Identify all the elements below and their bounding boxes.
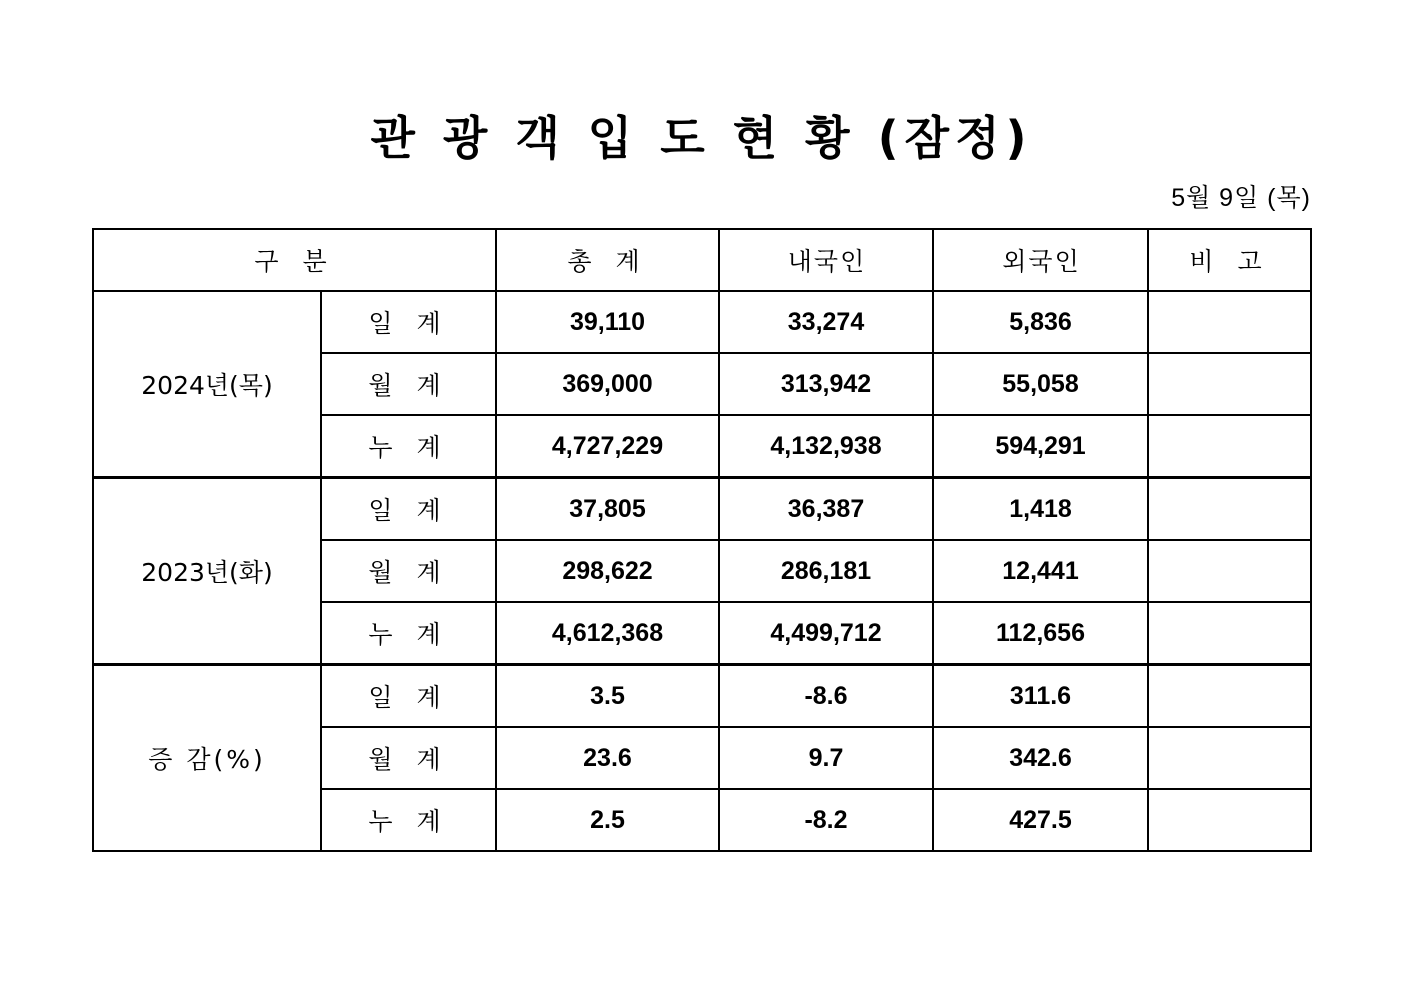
cell-total: 39,110 <box>496 291 719 353</box>
table-row <box>93 291 1311 353</box>
row-group-label-2024: 2024년(목) <box>93 291 321 478</box>
sub-label-daily: 일 계 <box>321 291 496 353</box>
page-title: 관 광 객 입 도 현 황 (잠정) <box>370 111 1033 165</box>
header-total: 총 계 <box>496 229 719 291</box>
cell-note <box>1148 291 1311 353</box>
header-foreign: 외국인 <box>933 229 1148 291</box>
tourist-arrivals-table <box>92 228 1312 852</box>
cell-total: 2.5 <box>496 789 719 851</box>
table-row <box>93 665 1311 728</box>
cell-total: 37,805 <box>496 478 719 541</box>
cell-total: 23.6 <box>496 727 719 789</box>
row-group-label-change: 증 감(%) <box>93 665 321 852</box>
cell-foreign: 55,058 <box>933 353 1148 415</box>
cell-domestic: 313,942 <box>719 353 933 415</box>
cell-domestic: 4,132,938 <box>719 415 933 478</box>
sub-label-monthly: 월 계 <box>321 540 496 602</box>
cell-total: 3.5 <box>496 665 719 728</box>
cell-note <box>1148 353 1311 415</box>
cell-domestic: 9.7 <box>719 727 933 789</box>
cell-foreign: 594,291 <box>933 415 1148 478</box>
cell-foreign: 112,656 <box>933 602 1148 665</box>
cell-domestic: -8.6 <box>719 665 933 728</box>
header-category: 구 분 <box>93 229 496 291</box>
cell-note <box>1148 727 1311 789</box>
cell-domestic: 33,274 <box>719 291 933 353</box>
cell-total: 369,000 <box>496 353 719 415</box>
cell-foreign: 342.6 <box>933 727 1148 789</box>
table-row <box>93 478 1311 541</box>
sub-label-cumulative: 누 계 <box>321 415 496 478</box>
sub-label-monthly: 월 계 <box>321 353 496 415</box>
cell-note <box>1148 602 1311 665</box>
cell-note <box>1148 415 1311 478</box>
report-date: 5월 9일 (목) <box>1171 184 1311 212</box>
sub-label-monthly: 월 계 <box>321 727 496 789</box>
cell-domestic: 4,499,712 <box>719 602 933 665</box>
table-header-row <box>93 229 1311 291</box>
sub-label-daily: 일 계 <box>321 665 496 728</box>
cell-foreign: 12,441 <box>933 540 1148 602</box>
sub-label-daily: 일 계 <box>321 478 496 541</box>
cell-foreign: 5,836 <box>933 291 1148 353</box>
row-group-label-2023: 2023년(화) <box>93 478 321 665</box>
cell-note <box>1148 665 1311 728</box>
cell-note <box>1148 478 1311 541</box>
cell-total: 4,727,229 <box>496 415 719 478</box>
cell-domestic: 36,387 <box>719 478 933 541</box>
cell-total: 4,612,368 <box>496 602 719 665</box>
header-domestic: 내국인 <box>719 229 933 291</box>
cell-foreign: 311.6 <box>933 665 1148 728</box>
cell-foreign: 427.5 <box>933 789 1148 851</box>
cell-domestic: 286,181 <box>719 540 933 602</box>
header-note: 비 고 <box>1148 229 1311 291</box>
cell-total: 298,622 <box>496 540 719 602</box>
sub-label-cumulative: 누 계 <box>321 789 496 851</box>
cell-domestic: -8.2 <box>719 789 933 851</box>
cell-foreign: 1,418 <box>933 478 1148 541</box>
cell-note <box>1148 540 1311 602</box>
cell-note <box>1148 789 1311 851</box>
sub-label-cumulative: 누 계 <box>321 602 496 665</box>
